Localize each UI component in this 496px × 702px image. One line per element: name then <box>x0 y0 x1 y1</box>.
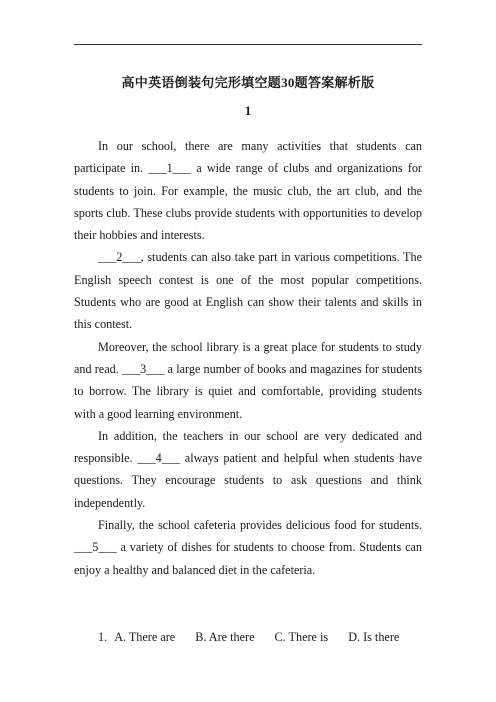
paragraph-2: ___2___, students can also take part in various competitions. The English speech contest is one of the most popular competitions. Students who are good at English can show their talents and skills in this contest. <box>74 250 422 332</box>
document-title: 高中英语倒装句完形填空题30题答案解析版 <box>121 75 375 90</box>
option-c: C. There is <box>274 630 329 644</box>
option-b: B. Are there <box>195 630 255 644</box>
paragraph-5: Finally, the school cafeteria provides delicious food for students. ___5___ a variety of dishes for students to choose from. Students can enjoy a healthy and balanced diet in the cafeteria. <box>74 518 422 577</box>
paragraph-3: Moreover, the school library is a great place for students to study and read. ___3___ a large number of books and magazines for students to borrow. The library is quiet and comfortable, providing students with a good learning environment. <box>74 339 422 421</box>
question-number: 1. <box>98 630 108 644</box>
option-a: A. There are <box>114 630 176 644</box>
option-d: D. Is there <box>348 630 400 644</box>
passage <box>74 135 422 581</box>
question-1-options <box>98 626 422 648</box>
section-number: 1 <box>244 103 252 118</box>
paragraph-4: In addition, the teachers in our school are very dedicated and responsible. ___4___ always patient and helpful when students have questions. They encourage students to ask questions and think independently. <box>74 428 422 510</box>
header-rule <box>74 44 422 45</box>
paragraph-1: In our school, there are many activities that students can participate in. ___1___ a wide range of clubs and organizations for students to join. For example, the music club, the art club, and the sports club. These clubs provide students with opportunities to develop their hobbies and interests. <box>74 139 422 243</box>
